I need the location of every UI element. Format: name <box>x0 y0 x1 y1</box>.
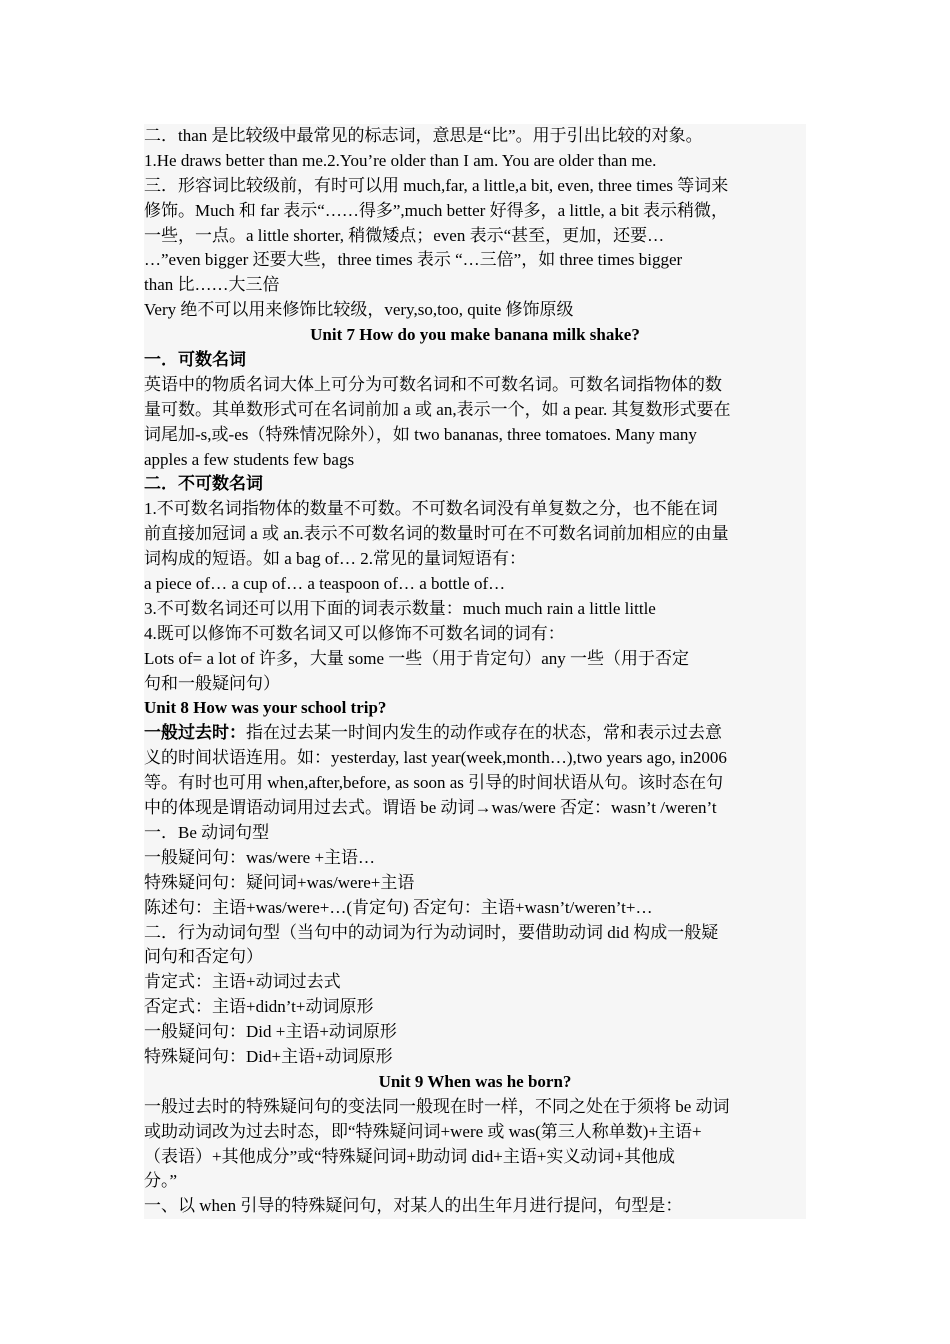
section-heading-countable-nouns: 一．可数名词 <box>144 350 246 370</box>
text-line: 二．行为动词句型（当句中的动词为行为动词时，要借助动词 did 构成一般疑 <box>144 922 719 942</box>
text-line: 词构成的短语。如 a bag of… 2.常见的量词短语有： <box>144 549 527 569</box>
text-line: 问句和否定句） <box>144 947 263 967</box>
text-line: 分。” <box>144 1171 178 1191</box>
text-line: …”even bigger 还要大些，three times 表示 “…三倍”，如 three times bigger <box>144 250 683 270</box>
text-line: 一些，一点。a little shorter, 稍微矮点；even 表示“甚至，更加，还要… <box>144 225 665 245</box>
text-line: 修饰。Much 和 far 表示“……得多”,much better 好得多，a little, a bit 表示稍微， <box>144 200 729 220</box>
text-line: 肯定式：主语+动词过去式 <box>144 972 341 992</box>
text-line: 1.He draws better than me.2.You’re older than I am. You are older than me. <box>144 150 657 170</box>
text-line: 3.不可数名词还可以用下面的词表示数量：much much rain a little little <box>144 598 656 618</box>
past-tense-term: 一般过去时： <box>144 723 246 743</box>
text-line: a piece of… a cup of… a teaspoon of… a bottle of… <box>144 574 506 594</box>
text-line: 陈述句：主语+was/were+…(肯定句) 否定句：主语+wasn’t/weren’t+… <box>144 897 653 917</box>
text-line: 前直接加冠词 a 或 an.表示不可数名词的数量时可在不可数名词前加相应的由量 <box>144 524 729 544</box>
unit-8-heading: Unit 8 How was your school trip? <box>144 698 387 718</box>
text-line: 句和一般疑问句） <box>144 673 280 693</box>
text-line: 1.不可数名词指物体的数量不可数。不可数名词没有单复数之分，也不能在词 <box>144 499 718 519</box>
document-body <box>144 124 806 1219</box>
text-line: Very 绝不可以用来修饰比较级，very,so,too, quite 修饰原级 <box>144 300 574 320</box>
text-line: 三．形容词比较级前，有时可以用 much,far, a little,a bit, even, three times 等词来 <box>144 175 729 195</box>
text-line: 一般疑问句：was/were +主语… <box>144 847 376 867</box>
text-line: 4.既可以修饰不可数名词又可以修饰不可数名词的词有： <box>144 623 565 643</box>
text-line: 特殊疑问句：疑问词+was/were+主语 <box>144 872 415 892</box>
text-line: 义的时间状语连用。如：yesterday, last year(week,month…),two years ago, in2006 <box>144 748 727 768</box>
text-line: 一、以 when 引导的特殊疑问句，对某人的出生年月进行提问，句型是： <box>144 1196 683 1216</box>
unit-9-heading: Unit 9 When was he born? <box>378 1071 572 1091</box>
text-line: apples a few students few bags <box>144 449 355 469</box>
text-line: 特殊疑问句：Did+主语+动词原形 <box>144 1046 393 1066</box>
text-line <box>144 721 806 746</box>
text-line: 量可数。其单数形式可在名词前加 a 或 an,表示一个，如 a pear. 其复数形式要在 <box>144 399 731 419</box>
text-line: 或助动词改为过去时态，即“特殊疑问词+were 或 was(第三人称单数)+主语+ <box>144 1121 702 1141</box>
text-line: 中的体现是谓语动词用过去式。谓语 be 动词→was/were 否定：wasn’t /weren’t <box>144 798 717 818</box>
text-line: than 比……大三倍 <box>144 275 280 295</box>
text-line: 等。有时也可用 when,after,before, as soon as 引导的时间状语从句。该时态在句 <box>144 773 724 793</box>
text-line: Lots of= a lot of 许多，大量 some 一些（用于肯定句）any 一些（用于否定 <box>144 648 690 668</box>
section-heading-uncountable-nouns: 二．不可数名词 <box>144 474 263 494</box>
text-line: 否定式：主语+didn’t+动词原形 <box>144 997 374 1017</box>
unit-7-heading: Unit 7 How do you make banana milk shake? <box>310 325 640 345</box>
text-line: （表语）+其他成分”或“特殊疑问词+助动词 did+主语+实义动词+其他成 <box>144 1146 675 1166</box>
text-span: 指在过去某一时间内发生的动作或存在的状态，常和表示过去意 <box>246 723 722 743</box>
text-line: 英语中的物质名词大体上可分为可数名词和不可数名词。可数名词指物体的数 <box>144 374 722 394</box>
text-line: 词尾加-s,或-es（特殊情况除外），如 two bananas, three tomatoes. Many many <box>144 424 697 444</box>
text-line: 二．than 是比较级中最常见的标志词，意思是“比”。用于引出比较的对象。 <box>144 126 703 145</box>
text-line: 一般过去时的特殊疑问句的变法同一般现在时一样，不同之处在于须将 be 动词 <box>144 1096 730 1116</box>
text-line: 一般疑问句：Did +主语+动词原形 <box>144 1022 397 1042</box>
text-line: 一．Be 动词句型 <box>144 822 270 842</box>
